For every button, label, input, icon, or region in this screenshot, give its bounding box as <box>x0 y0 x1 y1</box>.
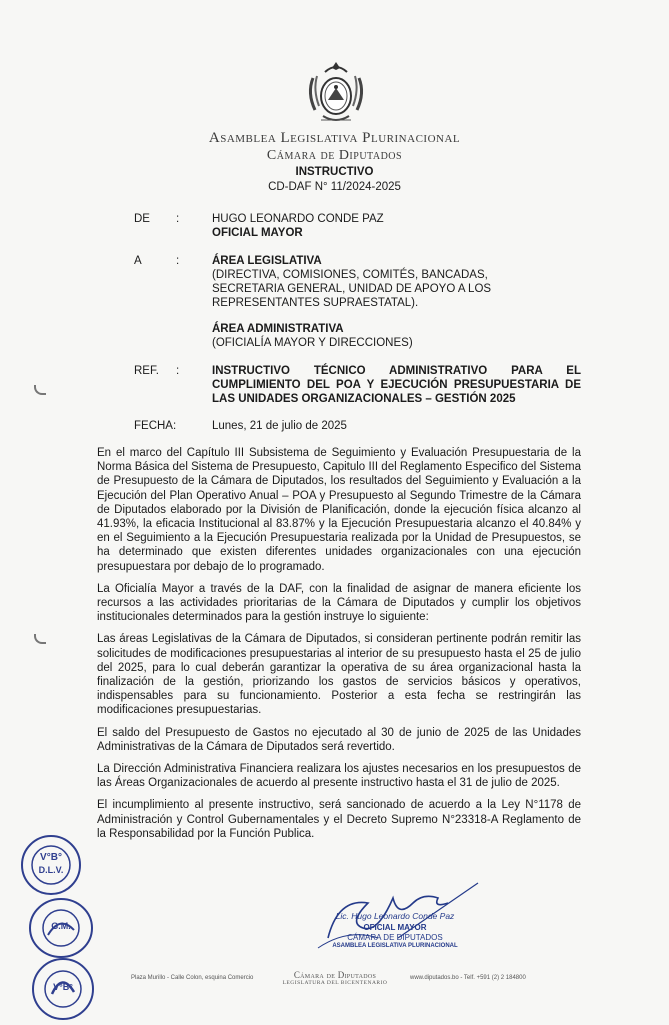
a-colon: : <box>176 255 180 267</box>
footer-center <box>255 970 415 986</box>
area-legislativa-line3: REPRESENTANTES SUPRAESTATAL). <box>212 297 419 309</box>
signature-title: OFICIAL MAYOR <box>363 923 427 932</box>
footer-chamber: Cámara de Diputados <box>293 970 377 980</box>
area-administrativa-desc: (OFICIALÍA MAYOR Y DIRECCIONES) <box>212 337 413 349</box>
chamber-name: Cámara de Diputados <box>266 148 403 163</box>
paragraph-2: La Oficialía Mayor a través de la DAF, con la finalidad de asignar de manera eficiente los recursos a las actividades prioritarias de la Cámara de Diputados y cumplir los objetivos institucionales determinados para la gestión instruye lo siguiente: <box>97 582 581 624</box>
de-title: OFICIAL MAYOR <box>212 227 303 239</box>
body-content <box>97 446 581 849</box>
stamp-1-text: V°B° <box>40 852 62 863</box>
paragraph-5: La Dirección Administrativa Financiera realizara los ajustes necesarios en los presupuestos de las Áreas Organizacionales de acuerdo al presente instructivo hasta el 31 de julio de 2025. <box>97 763 581 790</box>
footer-legislature: LEGISLATURA DEL BICENTENARIO <box>282 980 388 986</box>
fecha-value: Lunes, 21 de julio de 2025 <box>212 420 347 432</box>
area-legislativa-title: ÁREA LEGISLATIVA <box>212 255 322 267</box>
approval-stamp-2 <box>28 897 94 959</box>
ref-text: INSTRUCTIVO TÉCNICO ADMINISTRATIVO PARA EL CUMPLIMIENTO DEL POA Y EJECUCIÓN PRESUPUESTARIA DE LAS UNIDADES ORGANIZACIONALES – GESTIÓN 2025 <box>212 365 581 405</box>
de-label: DE <box>134 213 150 225</box>
document-number: CD-DAF N° 11/2024-2025 <box>268 181 401 193</box>
area-legislativa-line1: (DIRECTIVA, COMISIONES, COMITÉS, BANCADAS, <box>212 269 488 281</box>
punch-mark <box>34 385 46 395</box>
paragraph-4: El saldo del Presupuesto de Gastos no ejecutado al 30 de junio de 2025 de las Unidades Administrativas de la Cámara de Diputados será revertido. <box>97 726 581 753</box>
footer-contact: www.diputados.bo - Telf. +591 (2) 2 184800 <box>410 975 526 981</box>
coat-of-arms-icon <box>303 58 369 128</box>
area-administrativa-title: ÁREA ADMINISTRATIVA <box>212 323 344 335</box>
paragraph-6: El incumplimiento al presente instructivo, será sancionado de acuerdo a la Ley N°1178 de Administración y Control Gubernamentales y el Decreto Supremo N°23318-A Reglamento de la Responsabilidad por la Función Publica. <box>97 799 581 840</box>
stamp-2-text: G.M. <box>51 921 71 931</box>
paragraph-3: Las áreas Legislativas de la Cámara de Diputados, si consideran pertinente podrán remitir las solicitudes de modificaciones presupuestarias al interior de su presupuesto hasta el 25 de julio del 2025, para lo cual deberán garantizar la operativa de su área organizacional hasta la finalización de la gestión, priorizando los gastos de servicios básicos y operativos, indispensables para su funcionamiento. Posterior a esta fecha se restringirán las modificaciones presupuestarias. <box>97 633 581 717</box>
approval-stamp-1 <box>20 834 82 896</box>
signature-org2: ASAMBLEA LEGISLATIVA PLURINACIONAL <box>332 943 458 949</box>
de-name: HUGO LEONARDO CONDE PAZ <box>212 213 384 225</box>
area-legislativa-line2: SECRETARIA GENERAL, UNIDAD DE APOYO A LOS <box>212 283 492 295</box>
approval-stamp-3 <box>30 958 96 1020</box>
punch-mark <box>34 634 46 644</box>
ref-label: REF. <box>134 365 159 377</box>
footer-address: Plaza Murillo - Calle Colon, esquina Comercio <box>131 975 254 981</box>
paragraph-1: En el marco del Capítulo III Subsistema de Seguimiento y Evaluación Presupuestaria de la Norma Básica del Sistema de Presupuesto, Capitulo III del Reglamento Especifico del Sistema de Presupuesto de la Cámara de Diputados, los resultados del Seguimiento y Evaluación a la Ejecución del Plan Operativo Anual – POA y Presupuesto al Segundo Trimestre de la Cámara de Diputados elaborado por la División de Planificación, donde la ejecución física alcanzo al 41.93%, la eficacia Institucional al 83.87% y la Ejecución Presupuestaria alcanzo el 40.84% y en el Seguimiento a la Ejecución Presupuestaria realizada por la Unidad de Presupuestos, se ha determinado que existen diferentes unidades organizacionales con una ejecución presupuestara por debajo de lo programado. <box>97 447 581 573</box>
de-colon: : <box>176 213 180 225</box>
signature-org1: CÁMARA DE DIPUTADOS <box>347 933 443 942</box>
signature-name: Lic. Hugo Leonardo Conde Paz <box>335 911 455 921</box>
a-label: A <box>134 255 142 267</box>
stamp-3-text: V°B° <box>53 982 73 992</box>
fecha-label: FECHA: <box>134 420 177 432</box>
stamp-1-sub: D.L.V. <box>38 865 64 875</box>
document-type: INSTRUCTIVO <box>295 166 374 178</box>
institution-name: Asamblea Legislativa Plurinacional <box>208 130 461 146</box>
ref-colon: : <box>176 365 180 377</box>
